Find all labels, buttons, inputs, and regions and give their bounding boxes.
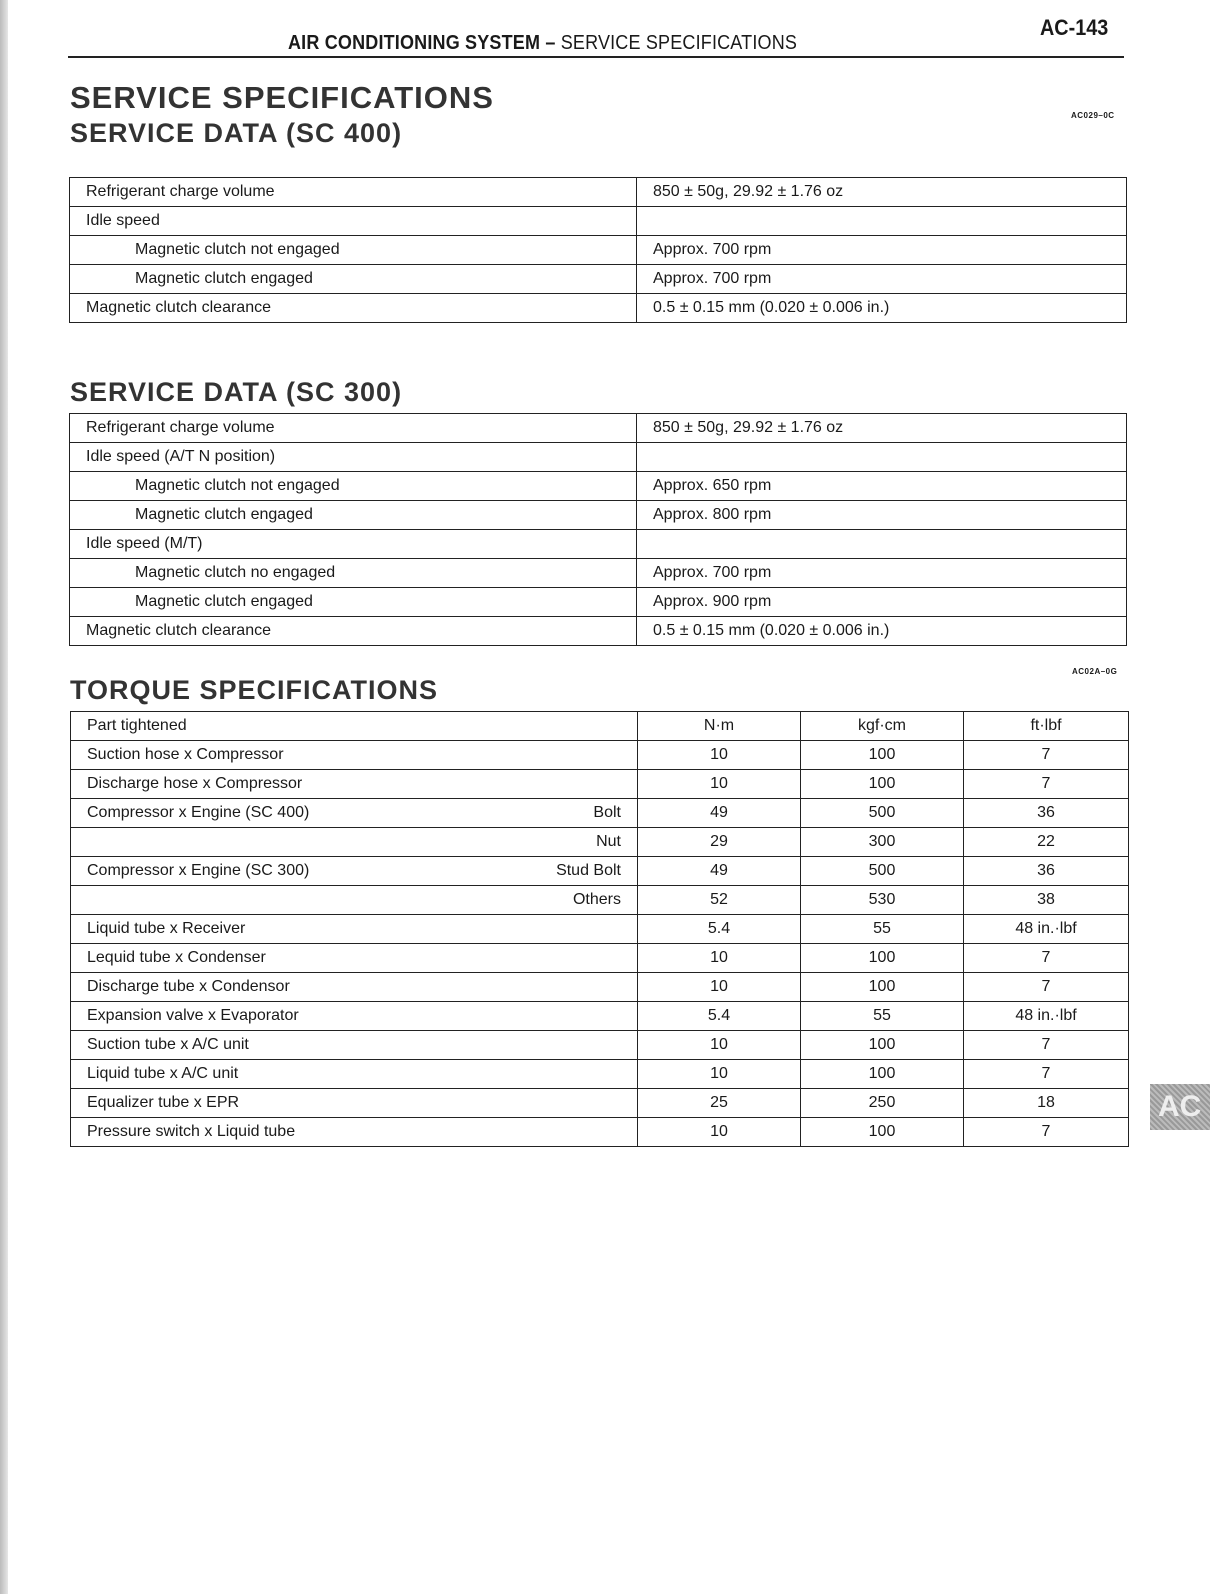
part-fastener [473, 1089, 637, 1118]
part-fastener [473, 944, 637, 973]
torque-nm: 10 [638, 1118, 801, 1147]
table-row [70, 178, 1127, 207]
table-row [71, 828, 1129, 857]
spec-label: Idle speed (A/T N position) [70, 443, 637, 472]
part-name: Compressor x Engine (SC 300) [71, 857, 474, 886]
table-row [71, 1002, 1129, 1031]
torque-ftlbf: 7 [964, 944, 1129, 973]
sc300-table [69, 413, 1127, 646]
torque-ftlbf: 7 [964, 770, 1129, 799]
torque-ftlbf: 22 [964, 828, 1129, 857]
spec-value: Approx. 700 rpm [637, 236, 1127, 265]
torque-ftlbf: 7 [964, 741, 1129, 770]
part-fastener [473, 770, 637, 799]
torque-ftlbf: 18 [964, 1089, 1129, 1118]
part-name: Compressor x Engine (SC 400) [71, 799, 474, 828]
torque-nm: 10 [638, 973, 801, 1002]
column-header-nm: N·m [638, 712, 801, 741]
spec-label: Magnetic clutch engaged [70, 588, 637, 617]
spec-label: Magnetic clutch not engaged [70, 236, 637, 265]
spec-value: Approx. 800 rpm [637, 501, 1127, 530]
torque-ftlbf: 7 [964, 1118, 1129, 1147]
torque-kgfcm: 250 [801, 1089, 964, 1118]
table-row [70, 559, 1127, 588]
table-row [70, 617, 1127, 646]
part-name: Suction hose x Compressor [71, 741, 474, 770]
spec-value [637, 207, 1127, 236]
spec-value: 850 ± 50g, 29.92 ± 1.76 oz [637, 414, 1127, 443]
torque-nm: 10 [638, 1060, 801, 1089]
spec-label: Magnetic clutch not engaged [70, 472, 637, 501]
spec-label: Refrigerant charge volume [70, 414, 637, 443]
column-header-kgfcm: kgf·cm [801, 712, 964, 741]
torque-nm: 5.4 [638, 915, 801, 944]
part-name: Expansion valve x Evaporator [71, 1002, 474, 1031]
part-fastener: Others [473, 886, 637, 915]
torque-nm: 10 [638, 1031, 801, 1060]
sc300-heading: SERVICE DATA (SC 300) [70, 377, 403, 407]
torque-nm: 52 [638, 886, 801, 915]
scan-edge [0, 0, 8, 1594]
part-name [71, 828, 474, 857]
torque-ftlbf: 48 in.·lbf [964, 1002, 1129, 1031]
part-name: Discharge hose x Compressor [71, 770, 474, 799]
spec-label: Magnetic clutch clearance [70, 617, 637, 646]
sc400-table [69, 177, 1127, 323]
reference-code: AC029–0C [1071, 111, 1115, 120]
spec-label: Magnetic clutch clearance [70, 294, 637, 323]
header-dash: – [540, 32, 561, 54]
table-row [71, 1118, 1129, 1147]
spec-label: Magnetic clutch no engaged [70, 559, 637, 588]
part-fastener [473, 741, 637, 770]
part-fastener [473, 915, 637, 944]
torque-nm: 49 [638, 799, 801, 828]
header-subsection: SERVICE SPECIFICATIONS [560, 32, 798, 54]
torque-nm: 10 [638, 770, 801, 799]
torque-kgfcm: 100 [801, 770, 964, 799]
torque-kgfcm: 55 [801, 1002, 964, 1031]
part-fastener: Bolt [473, 799, 637, 828]
part-fastener [473, 1002, 637, 1031]
part-name: Pressure switch x Liquid tube [71, 1118, 474, 1147]
torque-nm: 25 [638, 1089, 801, 1118]
part-name: Discharge tube x Condensor [71, 973, 474, 1002]
spec-value: Approx. 700 rpm [637, 559, 1127, 588]
torque-ftlbf: 36 [964, 857, 1129, 886]
part-name [71, 886, 474, 915]
torque-kgfcm: 530 [801, 886, 964, 915]
spec-value: 850 ± 50g, 29.92 ± 1.76 oz [637, 178, 1127, 207]
torque-ftlbf: 7 [964, 1060, 1129, 1089]
part-fastener: Nut [473, 828, 637, 857]
table-row [71, 1060, 1129, 1089]
column-header-part: Part tightened [71, 712, 638, 741]
part-fastener [473, 1060, 637, 1089]
part-name: Equalizer tube x EPR [71, 1089, 474, 1118]
torque-table [70, 711, 1129, 1147]
table-row [71, 741, 1129, 770]
torque-kgfcm: 100 [801, 1031, 964, 1060]
table-row [71, 770, 1129, 799]
torque-nm: 49 [638, 857, 801, 886]
spec-value [637, 443, 1127, 472]
torque-nm: 5.4 [638, 1002, 801, 1031]
table-row [71, 915, 1129, 944]
torque-ftlbf: 7 [964, 973, 1129, 1002]
table-row [70, 265, 1127, 294]
torque-kgfcm: 55 [801, 915, 964, 944]
table-row [71, 857, 1129, 886]
table-row [70, 294, 1127, 323]
spec-value: Approx. 900 rpm [637, 588, 1127, 617]
part-fastener [473, 1118, 637, 1147]
spec-value: 0.5 ± 0.15 mm (0.020 ± 0.006 in.) [637, 294, 1127, 323]
spec-label: Idle speed [70, 207, 637, 236]
spec-value: Approx. 700 rpm [637, 265, 1127, 294]
torque-kgfcm: 300 [801, 828, 964, 857]
page-number: AC-143 [1040, 15, 1109, 40]
header-section: AIR CONDITIONING SYSTEM [288, 32, 541, 54]
torque-ftlbf: 48 in.·lbf [964, 915, 1129, 944]
torque-ftlbf: 38 [964, 886, 1129, 915]
torque-kgfcm: 100 [801, 944, 964, 973]
table-row [70, 414, 1127, 443]
table-row [71, 799, 1129, 828]
spec-value: Approx. 650 rpm [637, 472, 1127, 501]
page-title: SERVICE SPECIFICATIONS [70, 80, 494, 115]
part-name: Suction tube x A/C unit [71, 1031, 474, 1060]
part-fastener [473, 973, 637, 1002]
part-name: Lequid tube x Condenser [71, 944, 474, 973]
sc400-heading: SERVICE DATA (SC 400) [70, 118, 403, 148]
table-row [70, 501, 1127, 530]
table-header-row [71, 712, 1129, 741]
table-row [70, 530, 1127, 559]
table-row [71, 1089, 1129, 1118]
spec-label: Magnetic clutch engaged [70, 501, 637, 530]
part-name: Liquid tube x Receiver [71, 915, 474, 944]
part-fastener: Stud Bolt [473, 857, 637, 886]
torque-kgfcm: 500 [801, 799, 964, 828]
section-tab[interactable]: AC [1150, 1084, 1210, 1130]
table-row [71, 973, 1129, 1002]
torque-kgfcm: 100 [801, 973, 964, 1002]
running-header [288, 32, 797, 55]
torque-ftlbf: 7 [964, 1031, 1129, 1060]
torque-kgfcm: 500 [801, 857, 964, 886]
spec-label: Idle speed (M/T) [70, 530, 637, 559]
spec-label: Refrigerant charge volume [70, 178, 637, 207]
table-row [71, 944, 1129, 973]
torque-nm: 10 [638, 944, 801, 973]
table-row [70, 207, 1127, 236]
torque-nm: 29 [638, 828, 801, 857]
torque-kgfcm: 100 [801, 1060, 964, 1089]
column-header-ftlbf: ft·lbf [964, 712, 1129, 741]
torque-kgfcm: 100 [801, 741, 964, 770]
part-name: Liquid tube x A/C unit [71, 1060, 474, 1089]
torque-ftlbf: 36 [964, 799, 1129, 828]
spec-label: Magnetic clutch engaged [70, 265, 637, 294]
torque-nm: 10 [638, 741, 801, 770]
reference-code: AC02A–0G [1072, 667, 1118, 676]
torque-kgfcm: 100 [801, 1118, 964, 1147]
torque-heading: TORQUE SPECIFICATIONS [70, 675, 439, 705]
part-fastener [473, 1031, 637, 1060]
table-row [70, 588, 1127, 617]
table-row [71, 886, 1129, 915]
table-row [71, 1031, 1129, 1060]
table-row [70, 472, 1127, 501]
spec-value [637, 530, 1127, 559]
spec-value: 0.5 ± 0.15 mm (0.020 ± 0.006 in.) [637, 617, 1127, 646]
table-row [70, 443, 1127, 472]
header-rule [68, 56, 1124, 58]
table-row [70, 236, 1127, 265]
